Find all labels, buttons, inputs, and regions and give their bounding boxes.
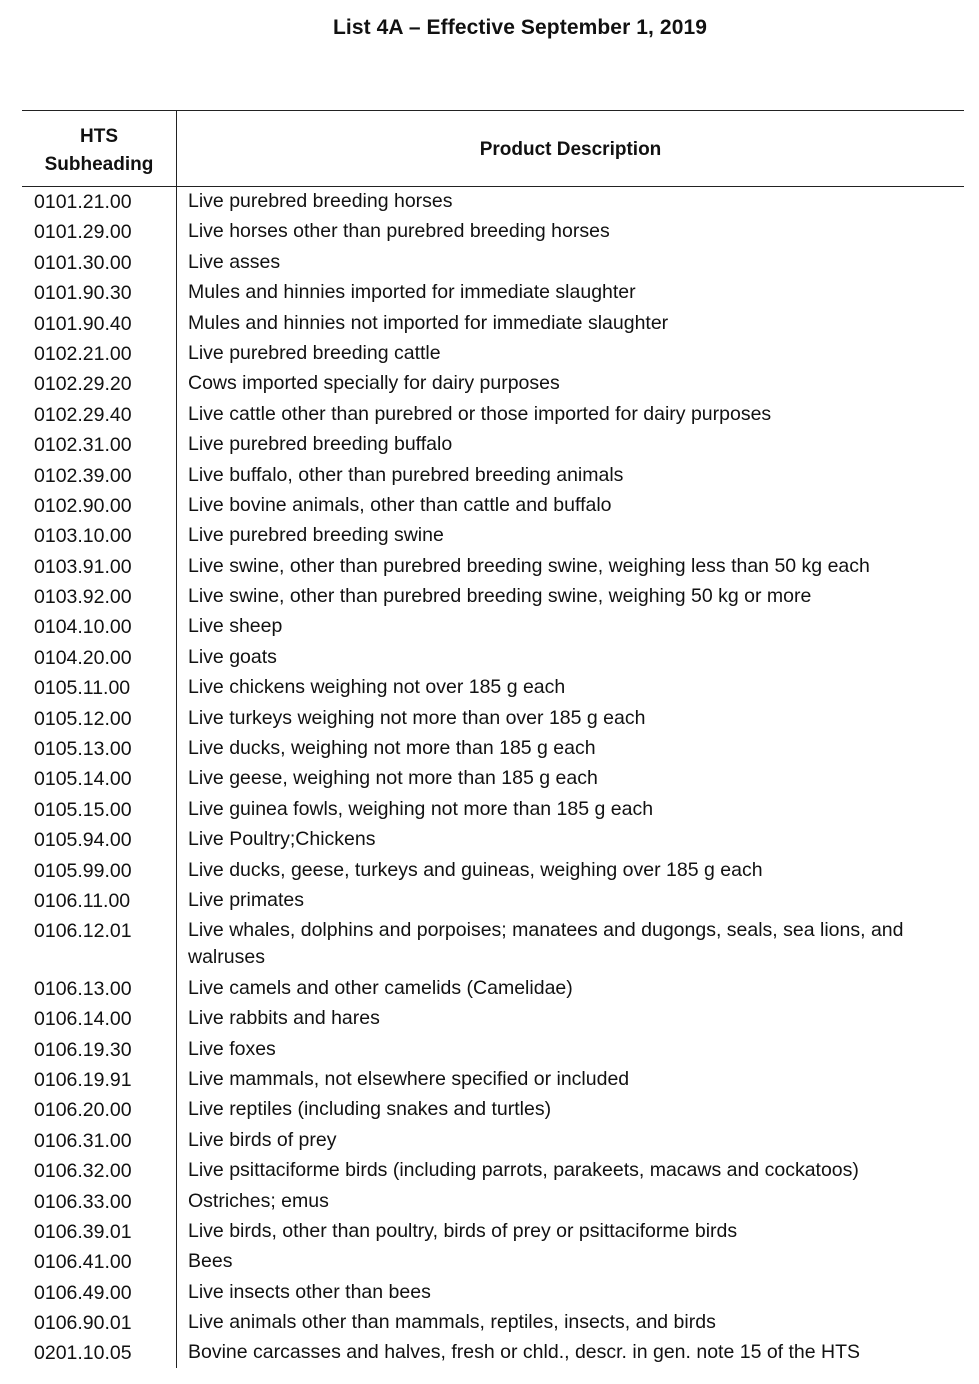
hts-code-cell: 0102.21.00 bbox=[34, 342, 132, 365]
hts-code-cell: 0104.20.00 bbox=[34, 646, 132, 669]
table-row bbox=[22, 643, 964, 673]
table-row bbox=[22, 825, 964, 855]
product-description-cell: Live psittaciforme birds (including parrots, parakeets, macaws and cockatoos) bbox=[188, 1159, 859, 1182]
hts-code-cell: 0101.29.00 bbox=[34, 221, 132, 244]
hts-code-cell: 0105.15.00 bbox=[34, 798, 132, 821]
hts-code-cell: 0101.90.40 bbox=[34, 312, 132, 335]
hts-code-cell: 0102.90.00 bbox=[34, 494, 132, 517]
hts-code-cell: 0103.92.00 bbox=[34, 586, 132, 609]
product-description-cell: Live reptiles (including snakes and turtles) bbox=[188, 1098, 552, 1121]
hts-code-cell: 0106.14.00 bbox=[34, 1008, 132, 1031]
product-description-cell: Mules and hinnies imported for immediate slaughter bbox=[188, 281, 636, 304]
table-row bbox=[22, 400, 964, 430]
product-description-cell: Live bovine animals, other than cattle and buffalo bbox=[188, 493, 612, 516]
product-description-cell: Live chickens weighing not over 185 g each bbox=[188, 676, 566, 699]
product-description-cell: Cows imported specially for dairy purposes bbox=[188, 372, 560, 395]
product-description-cell: Live primates bbox=[188, 888, 304, 911]
hts-code-cell: 0103.91.00 bbox=[34, 555, 132, 578]
product-description-cell: Live guinea fowls, weighing not more than 185 g each bbox=[188, 797, 654, 820]
product-description-cell: Mules and hinnies not imported for immediate slaughter bbox=[188, 311, 669, 334]
hts-code-cell: 0105.11.00 bbox=[34, 677, 131, 700]
table-row bbox=[22, 1035, 964, 1065]
product-description-cell: Live purebred breeding buffalo bbox=[188, 433, 453, 456]
page-title: List 4A – Effective September 1, 2019 bbox=[332, 16, 708, 39]
table-row bbox=[22, 278, 964, 308]
table-row bbox=[22, 491, 964, 521]
table-row bbox=[22, 1004, 964, 1034]
product-description-cell: Bees bbox=[188, 1250, 233, 1273]
table-row bbox=[22, 1065, 964, 1095]
table-row bbox=[22, 1217, 964, 1247]
table-row bbox=[22, 248, 964, 278]
table-row bbox=[22, 1156, 964, 1186]
table-row bbox=[22, 734, 964, 764]
hts-code-cell: 0106.49.00 bbox=[34, 1281, 132, 1304]
product-description-cell: Live swine, other than purebred breeding swine, weighing 50 kg or more bbox=[188, 585, 812, 608]
table-body bbox=[22, 187, 964, 1369]
product-description-cell: Live camels and other camelids (Camelidae) bbox=[188, 976, 573, 999]
product-description-cell: Live sheep bbox=[188, 615, 283, 638]
product-description-cell: Live geese, weighing not more than 185 g each bbox=[188, 767, 598, 790]
table-row bbox=[22, 309, 964, 339]
product-description-cell: Live purebred breeding swine bbox=[188, 524, 444, 547]
table-row bbox=[22, 1187, 964, 1217]
hts-code-cell: 0101.30.00 bbox=[34, 251, 132, 274]
table-row bbox=[22, 582, 964, 612]
table-row bbox=[22, 1126, 964, 1156]
hts-code-cell: 0106.32.00 bbox=[34, 1160, 132, 1183]
product-description-cell: Live rabbits and hares bbox=[188, 1007, 380, 1030]
table-row bbox=[22, 187, 964, 217]
table-row bbox=[22, 856, 964, 886]
table-row bbox=[22, 673, 964, 703]
table-row bbox=[22, 430, 964, 460]
table-row bbox=[22, 916, 964, 973]
hts-code-cell: 0106.11.00 bbox=[34, 889, 131, 912]
hts-code-cell: 0102.29.20 bbox=[34, 373, 132, 396]
product-description-cell: Live goats bbox=[188, 645, 277, 668]
product-description-cell: Live ducks, geese, turkeys and guineas, weighing over 185 g each bbox=[188, 858, 763, 881]
hts-code-cell: 0103.10.00 bbox=[34, 525, 132, 548]
product-description-cell: Live Poultry;Chickens bbox=[188, 828, 376, 851]
hts-code-cell: 0201.10.05 bbox=[34, 1342, 132, 1365]
header-hts-line2: Subheading bbox=[44, 154, 154, 175]
hts-code-cell: 0105.13.00 bbox=[34, 738, 132, 761]
hts-code-cell: 0101.90.30 bbox=[34, 282, 132, 305]
hts-code-cell: 0105.14.00 bbox=[34, 768, 132, 791]
product-description-cell: Live birds of prey bbox=[188, 1128, 337, 1151]
product-description-cell: Live turkeys weighing not more than over 185 g each bbox=[188, 706, 646, 729]
hts-code-cell: 0102.29.40 bbox=[34, 403, 132, 426]
hts-code-cell: 0106.90.01 bbox=[34, 1312, 132, 1335]
table-row bbox=[22, 521, 964, 551]
product-description-cell: Live swine, other than purebred breeding swine, weighing less than 50 kg each bbox=[188, 554, 870, 577]
hts-code-cell: 0104.10.00 bbox=[34, 616, 132, 639]
table-row bbox=[22, 552, 964, 582]
table-row bbox=[22, 1308, 964, 1338]
table-row bbox=[22, 764, 964, 794]
header-hts-line1: HTS bbox=[80, 126, 118, 147]
product-description-cell: Bovine carcasses and halves, fresh or chld., descr. in gen. note 15 of the HTS bbox=[188, 1341, 861, 1364]
table-row bbox=[22, 1095, 964, 1125]
hts-code-cell: 0106.31.00 bbox=[34, 1129, 132, 1152]
table-row bbox=[22, 369, 964, 399]
table-row bbox=[22, 612, 964, 642]
hts-code-cell: 0106.12.01 bbox=[34, 920, 132, 943]
product-description-cell: Live ducks, weighing not more than 185 g each bbox=[188, 737, 596, 760]
table-row bbox=[22, 339, 964, 369]
table-header bbox=[22, 111, 964, 186]
hts-code-cell: 0106.13.00 bbox=[34, 977, 132, 1000]
table-row bbox=[22, 795, 964, 825]
product-description-cell: Live birds, other than poultry, birds of prey or psittaciforme birds bbox=[188, 1219, 738, 1242]
hts-code-cell: 0106.20.00 bbox=[34, 1099, 132, 1122]
hts-code-cell: 0101.21.00 bbox=[34, 191, 132, 213]
table-row bbox=[22, 974, 964, 1004]
hts-code-cell: 0106.19.30 bbox=[34, 1038, 132, 1061]
hts-code-cell: 0106.19.91 bbox=[34, 1068, 132, 1091]
hts-code-cell: 0105.12.00 bbox=[34, 707, 132, 730]
header-product-description: Product Description bbox=[479, 139, 662, 160]
hts-code-cell: 0105.94.00 bbox=[34, 829, 132, 852]
header-hts-subheading bbox=[22, 123, 176, 179]
product-description-cell: Live buffalo, other than purebred breeding animals bbox=[188, 463, 624, 486]
hts-code-cell: 0102.31.00 bbox=[34, 434, 132, 457]
product-description-cell: Live purebred breeding horses bbox=[188, 190, 453, 212]
table-row bbox=[22, 217, 964, 247]
product-description-cell: Live horses other than purebred breeding horses bbox=[188, 220, 610, 243]
product-description-cell: Live whales, dolphins and porpoises; manatees and dugongs, seals, sea lions, and walruses bbox=[188, 919, 904, 969]
product-description-cell: Live mammals, not elsewhere specified or included bbox=[188, 1067, 630, 1090]
hts-code-cell: 0106.41.00 bbox=[34, 1251, 132, 1274]
product-description-cell: Live animals other than mammals, reptiles, insects, and birds bbox=[188, 1311, 716, 1334]
table-row bbox=[22, 886, 964, 916]
product-description-cell: Live purebred breeding cattle bbox=[188, 341, 441, 364]
table-row bbox=[22, 461, 964, 491]
hts-code-cell: 0105.99.00 bbox=[34, 859, 132, 882]
table-row bbox=[22, 1247, 964, 1277]
hts-code-cell: 0106.39.01 bbox=[34, 1220, 132, 1243]
table-row bbox=[22, 704, 964, 734]
hts-code-cell: 0106.33.00 bbox=[34, 1190, 132, 1213]
product-description-cell: Live asses bbox=[188, 250, 281, 273]
table-row bbox=[22, 1338, 964, 1368]
product-description-cell: Live foxes bbox=[188, 1037, 276, 1060]
product-description-cell: Live insects other than bees bbox=[188, 1280, 431, 1303]
hts-code-cell: 0102.39.00 bbox=[34, 464, 132, 487]
product-description-cell: Live cattle other than purebred or those imported for dairy purposes bbox=[188, 402, 772, 425]
table-row bbox=[22, 1278, 964, 1308]
product-description-cell: Ostriches; emus bbox=[188, 1189, 329, 1212]
